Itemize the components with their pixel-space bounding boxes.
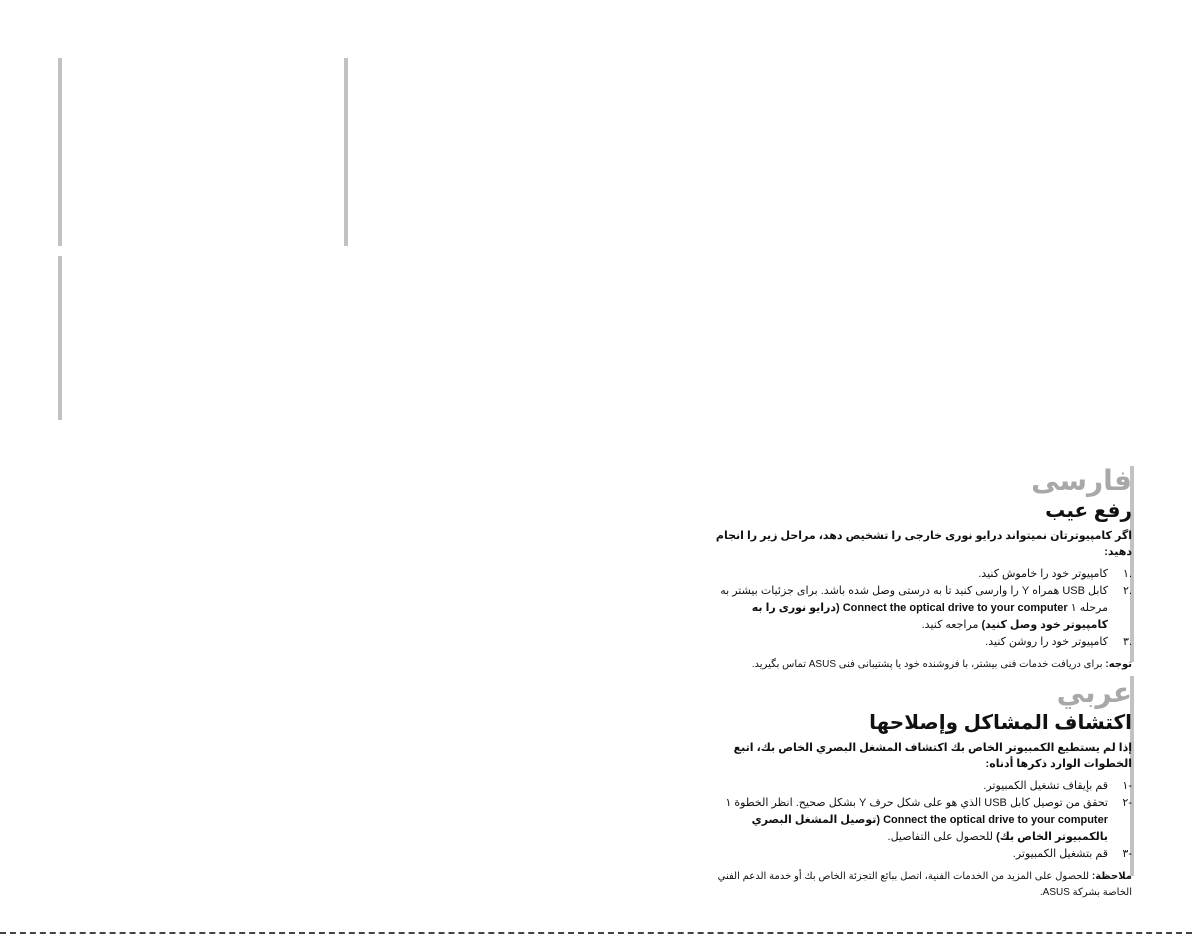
persian-step-3 <box>712 634 1132 651</box>
left-margin-bar-top <box>58 58 62 246</box>
step-number: .۳ <box>1123 636 1132 648</box>
arabic-heading: اكتشاف المشاكل وإصلاحها <box>869 712 1132 734</box>
note-text: برای دریافت خدمات فنی بیشتر، با فروشنده خود یا پشتیبانی فنی ASUS تماس بگیرید. <box>751 659 1103 670</box>
note-text: للحصول على المزيد من الخدمات الفنية، اتصل ببائع التجزئة الخاص بك أو خدمة الدعم الفني الخاصة بشركة ASUS. <box>717 871 1132 898</box>
note-label: ملاحظة: <box>1091 871 1132 882</box>
page-bottom-rule <box>0 932 1192 934</box>
step-text-part: مراجعه کنید. <box>921 619 979 631</box>
persian-language-title: فارسی <box>1031 465 1132 496</box>
step-text-part: تحقق من توصيل كابل USB الذي هو على شكل حرف Y بشكل صحيح. انظر الخطوة ١ <box>725 797 1108 809</box>
step-text-part: للحصول على التفاصيل. <box>887 831 994 843</box>
step-number: -٣ <box>1122 848 1132 860</box>
step-text: قم بتشغيل الكمبيوتر. <box>1012 848 1108 860</box>
step-text <box>712 583 1108 634</box>
persian-step-1 <box>712 566 1132 583</box>
note-label: توجه: <box>1105 659 1132 670</box>
left-margin-bar-mid <box>344 58 348 246</box>
arabic-note <box>712 869 1132 901</box>
step-number: .۲ <box>1123 585 1132 597</box>
persian-heading: رفع عیب <box>1045 500 1132 522</box>
step-number: .۱ <box>1123 568 1132 580</box>
persian-note <box>712 657 1132 673</box>
arabic-step-1 <box>712 778 1132 795</box>
persian-section <box>712 464 1132 673</box>
arabic-step-2 <box>712 795 1132 846</box>
step-number: -١ <box>1122 780 1132 792</box>
step-text: کامپیوتر خود را خاموش کنید. <box>978 568 1108 580</box>
step-text <box>712 795 1108 846</box>
arabic-intro: إذا لم يستطيع الكمبيوتر الخاص بك اكتشاف المشغل البصري الخاص بك، اتبع الخطوات الوارد ذكرها أدناه: <box>733 742 1132 770</box>
arabic-language-title: عربي <box>1056 677 1132 708</box>
left-margin-bar-bottom <box>58 256 62 420</box>
step-link-text: Connect the optical drive to your computer (توصيل المشغل البصري بالكمبيوتر الخاص بك) <box>751 814 1108 843</box>
step-number: -٢ <box>1122 797 1132 809</box>
step-text: کامپیوتر خود را روشن کنید. <box>985 636 1108 648</box>
arabic-step-3 <box>712 846 1132 863</box>
persian-intro: اگر کامپیوترتان نمیتواند درایو نوری خارجی را تشخیص دهد، مراحل زیر را انجام دهید: <box>715 530 1132 558</box>
step-text: قم بإيقاف تشغيل الكمبيوتر. <box>983 780 1108 792</box>
step-text-part: کابل USB همراه Y را وارسی کنید تا به درستی وصل شده باشد. برای جزئیات بیشتر به مرحله ۱ <box>720 585 1108 614</box>
arabic-section <box>712 676 1132 901</box>
step-link-text: Connect the optical drive to your computer (درایو نوری را به کامپیوتر خود وصل کنید) <box>751 602 1108 631</box>
persian-step-2 <box>712 583 1132 634</box>
